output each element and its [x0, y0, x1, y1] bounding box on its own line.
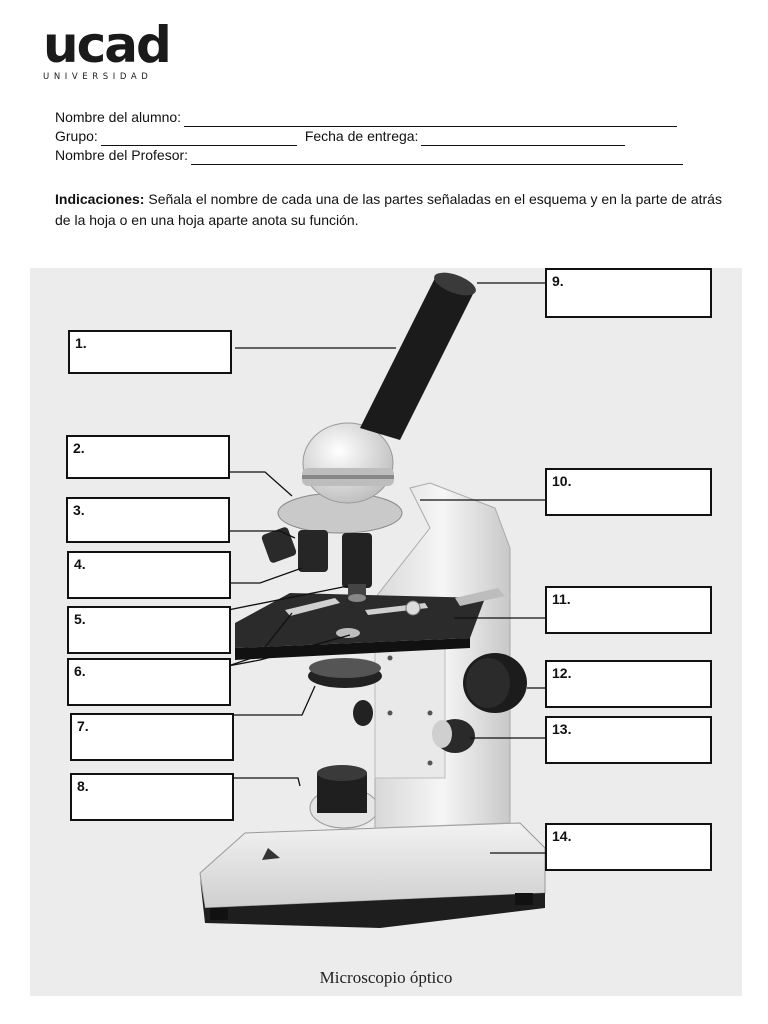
label-number: 10.: [552, 473, 572, 489]
student-name-label: Nombre del alumno:: [55, 109, 182, 125]
date-label: Fecha de entrega:: [304, 128, 419, 144]
label-number: 12.: [552, 665, 572, 681]
group-date-row: [55, 127, 715, 146]
label-number: 2.: [73, 440, 85, 456]
label-number: 5.: [74, 611, 86, 627]
instructions-lead: Indicaciones:: [55, 191, 145, 207]
label-box-7[interactable]: [70, 713, 234, 761]
figure-caption: Microscopio óptico: [319, 968, 453, 987]
logo-wordmark: ucad: [43, 16, 170, 74]
label-box-8[interactable]: [70, 773, 234, 821]
label-box-6[interactable]: [67, 658, 231, 706]
label-box-11[interactable]: [545, 586, 712, 634]
label-number: 11.: [552, 591, 571, 607]
date-field[interactable]: [421, 132, 625, 146]
revolving-nosepiece: [261, 493, 402, 602]
teacher-name-label: Nombre del Profesor:: [55, 147, 189, 163]
label-number: 8.: [77, 778, 89, 794]
label-box-14[interactable]: [545, 823, 712, 871]
student-name-row: [55, 108, 715, 127]
instructions: [55, 189, 735, 231]
label-number: 7.: [77, 718, 89, 734]
label-box-9[interactable]: [545, 268, 712, 318]
group-label: Grupo:: [55, 128, 98, 144]
label-number: 14.: [552, 828, 572, 844]
label-box-13[interactable]: [545, 716, 712, 764]
light-source: [310, 765, 378, 828]
label-box-3[interactable]: [66, 497, 230, 543]
label-box-4[interactable]: [67, 551, 231, 599]
label-box-2[interactable]: [66, 435, 230, 479]
teacher-row: [55, 146, 715, 165]
label-number: 6.: [74, 663, 86, 679]
group-field[interactable]: [101, 132, 297, 146]
label-number: 9.: [552, 273, 564, 289]
label-number: 1.: [75, 335, 87, 351]
logo-subtitle: UNIVERSIDAD: [43, 72, 153, 82]
eyepiece-tube: [360, 268, 479, 440]
label-box-5[interactable]: [67, 606, 231, 654]
microscope-base: [200, 823, 545, 928]
label-number: 4.: [74, 556, 86, 572]
label-number: 3.: [73, 502, 85, 518]
label-box-12[interactable]: [545, 660, 712, 708]
microscope-head: [302, 423, 394, 503]
condenser: [308, 658, 382, 688]
university-logo: [43, 16, 178, 82]
label-box-1[interactable]: [68, 330, 232, 374]
label-box-10[interactable]: [545, 468, 712, 516]
student-info-form: [55, 108, 715, 165]
student-name-field[interactable]: [184, 113, 677, 127]
instructions-text: Señala el nombre de cada una de las partes señaladas en el esquema y en la parte de atrás de la hoja o en una hoja aparte anota su función.: [55, 191, 722, 228]
microscope-diagram: [30, 268, 742, 996]
teacher-name-field[interactable]: [191, 151, 683, 165]
label-number: 13.: [552, 721, 572, 737]
